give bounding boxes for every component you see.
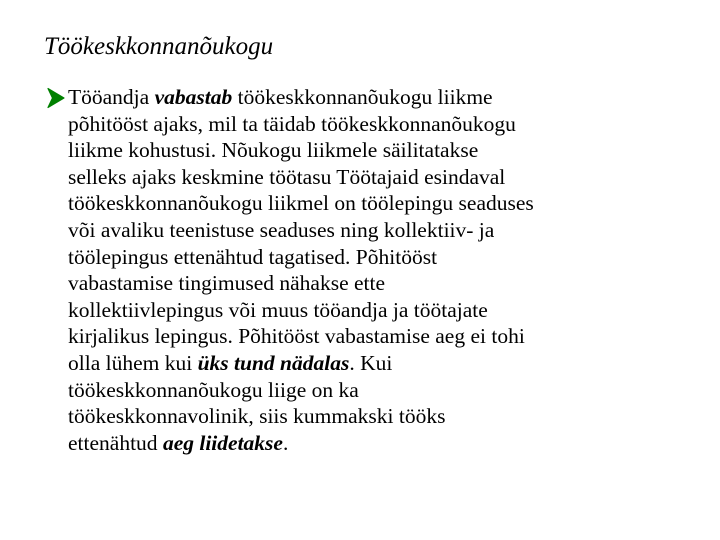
text-line xyxy=(68,377,696,404)
text-run: selleks ajaks keskmine töötasu Töötajaid esindaval xyxy=(68,164,506,189)
text-run: põhitööst ajaks, mil ta täidab töökeskkonnanõukogu xyxy=(68,111,516,136)
text-run: töökeskkonnanõukogu liikmel on töölepingu seaduses xyxy=(68,191,534,216)
bullet-text xyxy=(68,84,696,456)
bullet-item xyxy=(46,84,696,456)
text-line xyxy=(68,164,696,191)
text-run: . Kui xyxy=(349,350,393,375)
emphasized-text: üks tund nädalas xyxy=(197,350,350,375)
arrow-right-icon xyxy=(46,87,66,109)
text-run: töökeskkonnanõukogu liige on ka xyxy=(68,377,359,402)
text-run: töökeskkonnanõukogu liikme xyxy=(232,85,493,109)
slide-title: Töökeskkonnanõukogu xyxy=(44,33,274,60)
text-run: kollektiivlepingus või muus tööandja ja töötajate xyxy=(68,297,488,322)
text-line xyxy=(68,217,696,244)
text-run: või avaliku teenistuse seaduses ning kollektiiv- ja xyxy=(68,217,495,242)
text-line xyxy=(68,297,696,324)
text-line xyxy=(68,403,696,430)
text-line xyxy=(68,137,696,164)
text-run: Tööandja xyxy=(68,85,155,109)
text-line xyxy=(68,430,696,457)
text-run: kirjalikus lepingus. Põhitööst vabastamise aeg ei tohi xyxy=(68,324,525,349)
emphasized-text: vabastab xyxy=(154,85,233,109)
text-line xyxy=(68,190,696,217)
text-run: töölepingus ettenähtud tagatised. Põhitööst xyxy=(68,244,438,269)
text-line xyxy=(68,270,696,297)
text-line xyxy=(68,244,696,271)
text-run: vabastamise tingimused nähakse ette xyxy=(68,271,386,296)
text-run: olla lühem kui xyxy=(68,350,198,375)
text-line xyxy=(68,350,696,377)
text-run: ettenähtud xyxy=(68,430,163,455)
text-line xyxy=(68,111,696,138)
text-run: liikme kohustusi. Nõukogu liikmele säilitatakse xyxy=(68,138,479,163)
text-run: töökeskkonnavolinik, siis kummakski tööks xyxy=(68,404,446,429)
text-line xyxy=(68,84,696,111)
emphasized-text: aeg liidetakse xyxy=(162,430,283,455)
text-line xyxy=(68,323,696,350)
text-run: . xyxy=(282,430,289,455)
